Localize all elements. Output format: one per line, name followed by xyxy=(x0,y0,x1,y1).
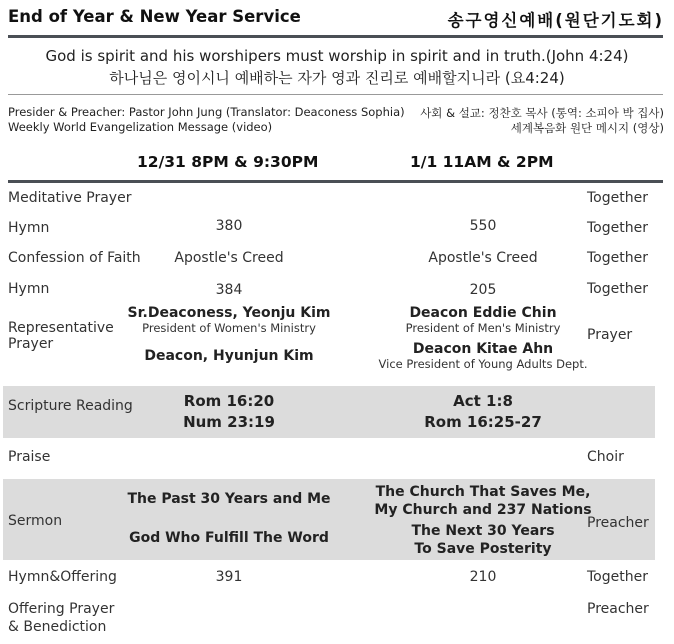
message-korean: 세계복음화 원단 메시지 (영상) xyxy=(510,121,664,135)
scripture-dec31-1: Rom 16:20 xyxy=(183,392,275,410)
row-label-hymn-1: Hymn xyxy=(8,220,50,236)
row-right-meditative-prayer: Together xyxy=(587,190,648,206)
offering-jan1: 210 xyxy=(469,569,497,585)
scripture-jan1-1: Act 1:8 xyxy=(453,392,513,410)
hymn-2-dec31: 384 xyxy=(215,282,243,298)
row-label-hymn-2: Hymn xyxy=(8,281,50,297)
verse-korean: 하나님은 영이시니 예배하는 자가 영과 진리로 예배할지니라 (요4:24) xyxy=(109,69,565,87)
sermon-dec31-1: The Past 30 Years and Me xyxy=(127,491,331,507)
rep-jan1-role-1: President of Men's Ministry xyxy=(405,321,561,335)
hymn-1-dec31: 380 xyxy=(215,218,243,234)
column-header-dec31: 12/31 8PM & 9:30PM xyxy=(137,153,319,171)
row-label-sermon: Sermon xyxy=(8,513,63,529)
row-right-benediction: Preacher xyxy=(587,601,649,617)
row-label-benediction-2: & Benediction xyxy=(8,619,107,635)
confession-jan1: Apostle's Creed xyxy=(428,250,538,266)
row-label-meditative-prayer: Meditative Prayer xyxy=(8,190,132,206)
row-label-benediction-1: Offering Prayer xyxy=(8,601,115,617)
presider-korean: 사회 & 설교: 정찬호 목사 (통역: 소피아 박 집사) xyxy=(420,106,664,120)
scripture-jan1-2: Rom 16:25-27 xyxy=(424,413,542,431)
offering-dec31: 391 xyxy=(215,569,243,585)
row-label-representative-2: Prayer xyxy=(8,336,54,352)
title-english: End of Year & New Year Service xyxy=(8,7,301,26)
sermon-dec31-2: God Who Fulfill The Word xyxy=(129,530,329,546)
rep-jan1-name-2: Deacon Kitae Ahn xyxy=(412,341,554,357)
table-header-divider xyxy=(8,180,663,183)
rep-dec31-name-2: Deacon, Hyunjun Kim xyxy=(144,348,314,364)
title-korean: 송구영신예배(원단기도회) xyxy=(447,11,664,30)
row-label-scripture: Scripture Reading xyxy=(8,398,133,414)
row-label-offering: Hymn&Offering xyxy=(8,569,117,585)
rep-jan1-role-2: Vice President of Young Adults Dept. xyxy=(378,357,588,371)
verse-divider xyxy=(8,94,663,95)
header-divider xyxy=(8,35,663,38)
rep-dec31-role-1: President of Women's Ministry xyxy=(142,321,316,335)
sermon-jan1-3: The Next 30 Years xyxy=(411,523,555,539)
row-right-representative: Prayer xyxy=(587,327,633,343)
hymn-1-jan1: 550 xyxy=(469,218,497,234)
row-right-confession: Together xyxy=(587,250,648,266)
sermon-jan1-4: To Save Posterity xyxy=(414,541,552,557)
row-right-hymn-2: Together xyxy=(587,281,648,297)
row-right-hymn-1: Together xyxy=(587,220,648,236)
verse-english: God is spirit and his worshipers must worship in spirit and in truth.(John 4:24) xyxy=(45,47,629,65)
confession-dec31: Apostle's Creed xyxy=(174,250,284,266)
rep-dec31-name-1: Sr.Deaconess, Yeonju Kim xyxy=(127,305,331,321)
row-right-offering: Together xyxy=(587,569,648,585)
hymn-2-jan1: 205 xyxy=(469,282,497,298)
row-right-praise: Choir xyxy=(587,449,624,465)
row-right-sermon: Preacher xyxy=(587,515,649,531)
message-english: Weekly World Evangelization Message (video) xyxy=(8,120,273,134)
row-label-confession: Confession of Faith xyxy=(8,250,141,266)
row-label-representative-1: Representative xyxy=(8,320,114,336)
scripture-dec31-2: Num 23:19 xyxy=(183,413,275,431)
column-header-jan1: 1/1 11AM & 2PM xyxy=(410,153,554,171)
sermon-jan1-2: My Church and 237 Nations xyxy=(374,502,592,518)
sermon-jan1-1: The Church That Saves Me, xyxy=(375,484,591,500)
presider-english: Presider & Preacher: Pastor John Jung (Translator: Deaconess Sophia) xyxy=(8,105,405,119)
row-label-praise: Praise xyxy=(8,449,51,465)
rep-jan1-name-1: Deacon Eddie Chin xyxy=(409,305,557,321)
